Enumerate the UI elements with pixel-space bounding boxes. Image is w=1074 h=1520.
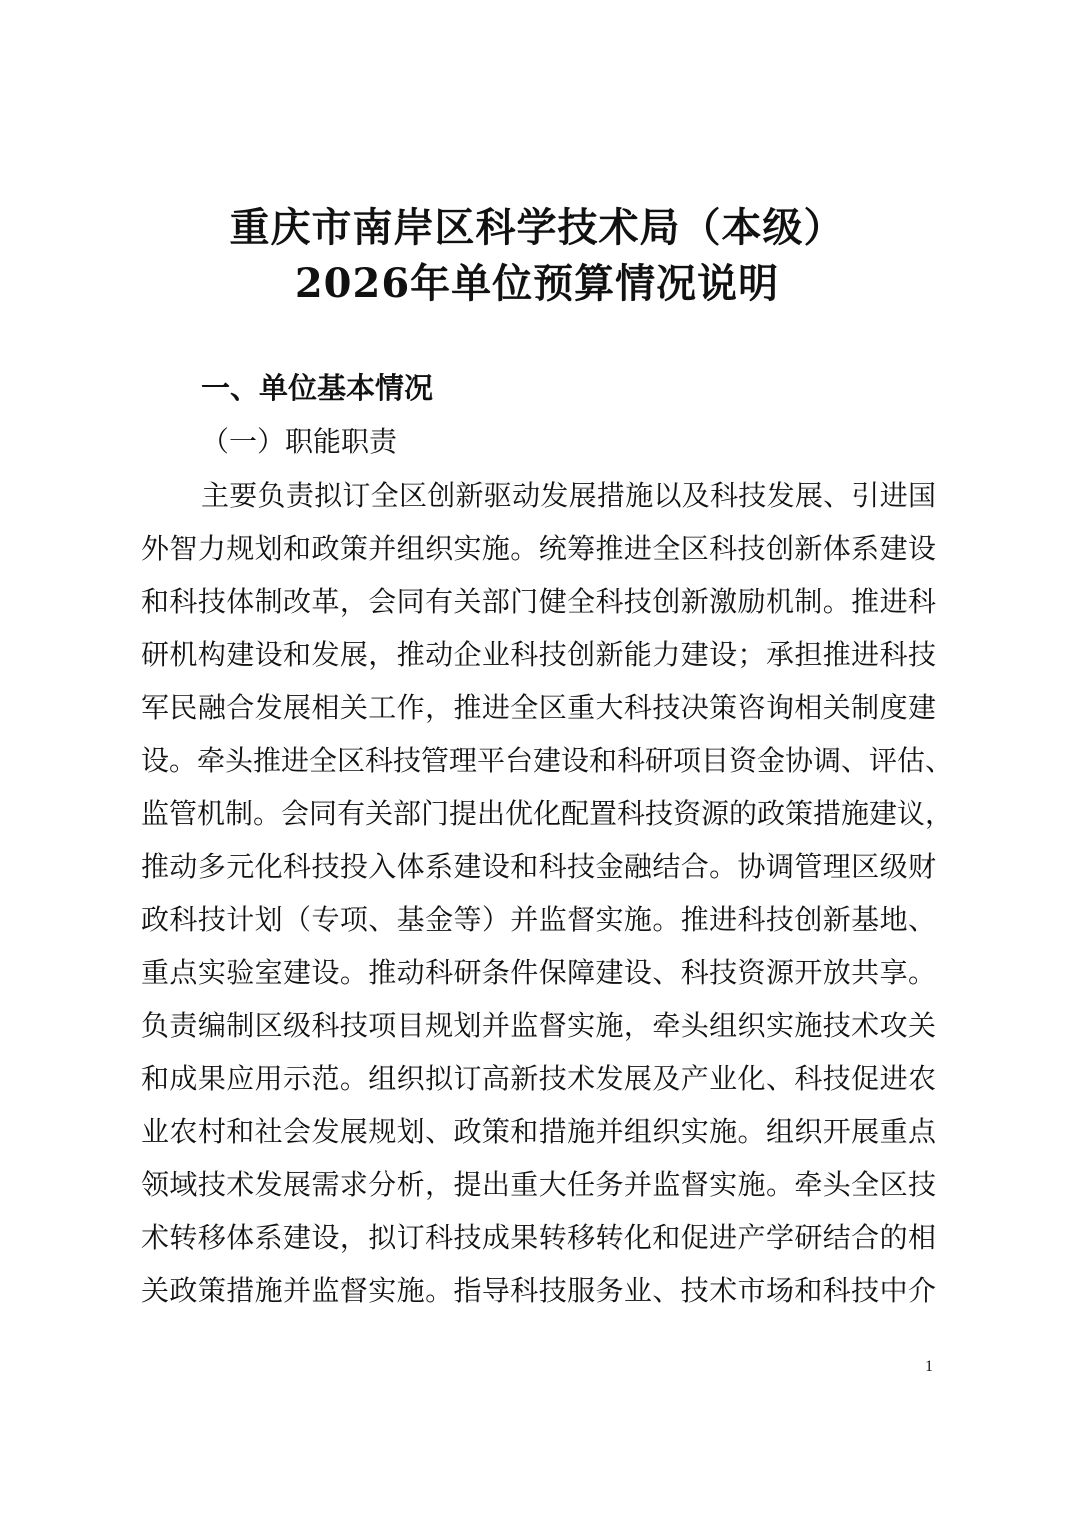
document-title-line-1: 重庆市南岸区科学技术局（本级） bbox=[229, 204, 845, 251]
paragraph-line: 和科技体制改革，会同有关部门健全科技创新激励机制。推进科 bbox=[141, 585, 936, 618]
paragraph-line: 军民融合发展相关工作，推进全区重大科技决策咨询相关制度建 bbox=[141, 691, 936, 724]
paragraph-line: 政科技计划（专项、基金等）并监督实施。推进科技创新基地、 bbox=[141, 903, 936, 936]
paragraph-line: 领域技术发展需求分析，提出重大任务并监督实施。牵头全区技 bbox=[141, 1168, 936, 1201]
paragraph-line: 和成果应用示范。组织拟订高新技术发展及产业化、科技促进农 bbox=[141, 1062, 936, 1095]
paragraph-line: 关政策措施并监督实施。指导科技服务业、技术市场和科技中介 bbox=[141, 1274, 936, 1307]
paragraph-line: 外智力规划和政策并组织实施。统筹推进全区科技创新体系建设 bbox=[141, 532, 936, 565]
paragraph-line: 推动多元化科技投入体系建设和科技金融结合。协调管理区级财 bbox=[141, 850, 936, 883]
paragraph-line: 研机构建设和发展，推动企业科技创新能力建设；承担推进科技 bbox=[141, 638, 936, 671]
paragraph-line: 术转移体系建设，拟订科技成果转移转化和促进产学研结合的相 bbox=[141, 1221, 936, 1254]
paragraph-line: 设。牵头推进全区科技管理平台建设和科研项目资金协调、评估、 bbox=[141, 744, 954, 777]
paragraph-line: 业农村和社会发展规划、政策和措施并组织实施。组织开展重点 bbox=[141, 1115, 936, 1148]
paragraph-line: 监管机制。会同有关部门提出优化配置科技资源的政策措施建议， bbox=[141, 797, 954, 830]
page-number: 1 bbox=[925, 1358, 933, 1375]
paragraph-line: 负责编制区级科技项目规划并监督实施，牵头组织实施技术攻关 bbox=[141, 1009, 936, 1042]
document-title-line-2: 2026年单位预算情况说明 bbox=[294, 260, 780, 307]
paragraph-line: 主要负责拟订全区创新驱动发展措施以及科技发展、引进国 bbox=[201, 479, 936, 512]
paragraph-line: 重点实验室建设。推动科研条件保障建设、科技资源开放共享。 bbox=[141, 956, 936, 989]
subsection-heading: （一）职能职责 bbox=[201, 425, 398, 458]
section-heading: 一、单位基本情况 bbox=[201, 371, 434, 405]
